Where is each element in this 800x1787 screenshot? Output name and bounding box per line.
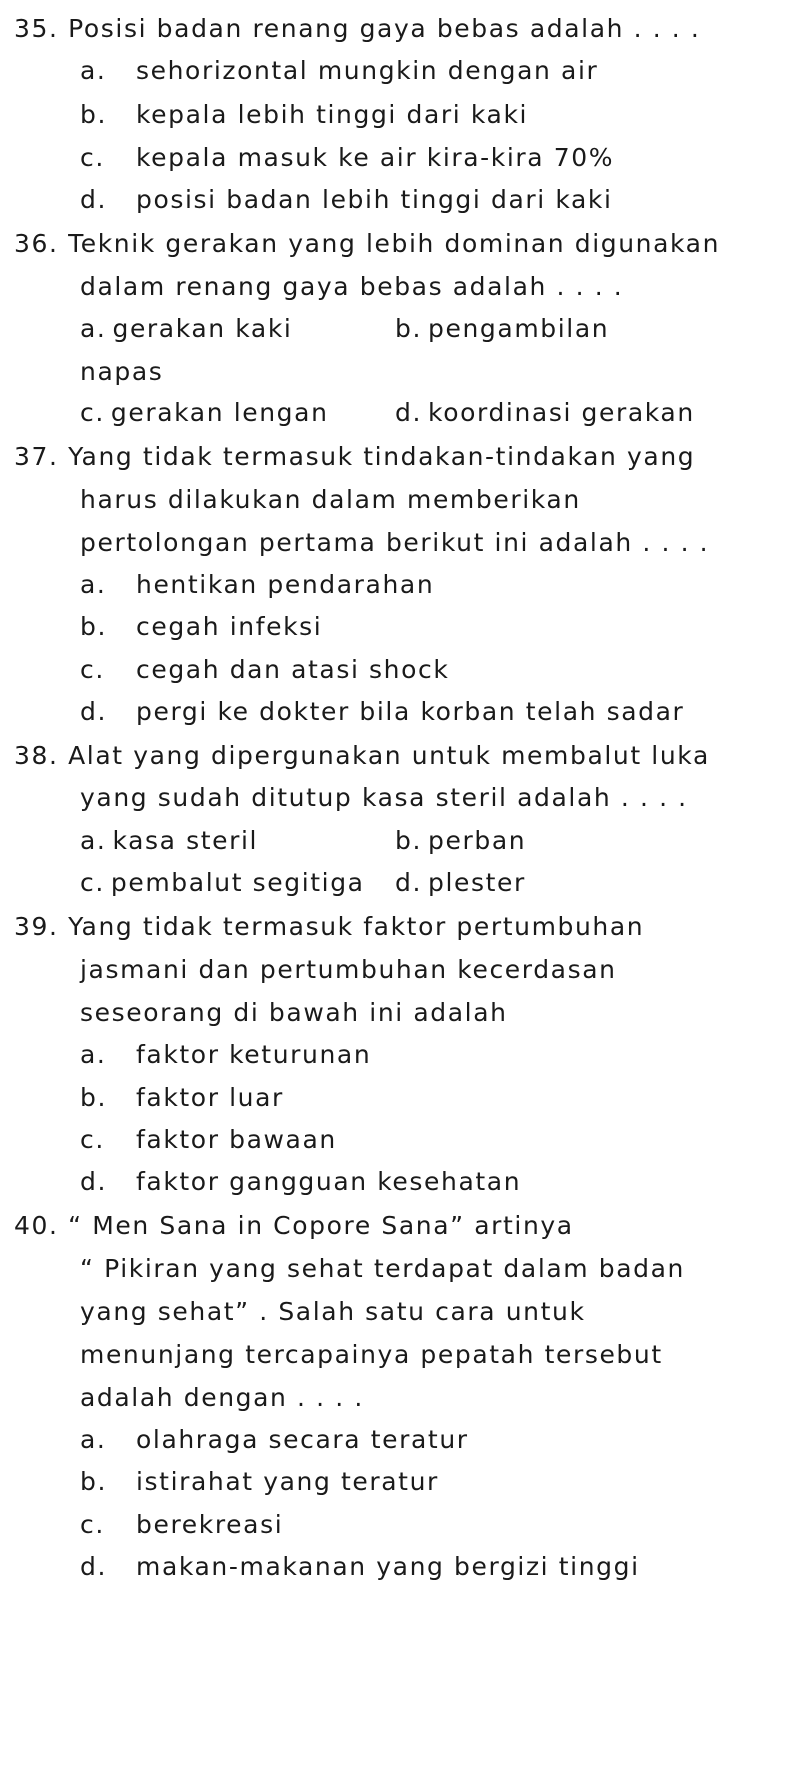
question-number: 40. (14, 1211, 59, 1240)
option-36-c[interactable] (80, 398, 329, 428)
question-39 (14, 912, 644, 942)
option-letter: c. (80, 143, 105, 172)
question-text: Alat yang dipergunakan untuk membalut luka (68, 741, 710, 770)
option-text: gerakan lengan (110, 398, 329, 427)
option-38-b[interactable] (395, 826, 526, 856)
option-text: kepala masuk ke air kira-kira 70% (136, 143, 615, 172)
option-letter: b. (395, 314, 423, 343)
option-text: cegah dan atasi shock (136, 655, 450, 684)
option-text: posisi badan lebih tinggi dari kaki (136, 185, 613, 214)
question-40 (14, 1211, 574, 1241)
option-letter: a. (80, 314, 107, 343)
question-text: “ Men Sana in Copore Sana” artinya (68, 1211, 574, 1240)
option-text: sehorizontal mungkin dengan air (136, 56, 599, 85)
option-text: berekreasi (136, 1510, 284, 1539)
question-number: 39. (14, 912, 59, 941)
option-text: pembalut segitiga (110, 868, 365, 897)
option-text: cegah infeksi (136, 612, 323, 641)
option-letter: d. (80, 185, 108, 214)
question-39-line-2: jasmani dan pertumbuhan kecerdasan (80, 955, 617, 984)
option-text: faktor gangguan kesehatan (136, 1167, 522, 1196)
question-40-line-4: menunjang tercapainya pepatah tersebut (80, 1340, 663, 1369)
option-letter: d. (80, 697, 108, 726)
option-letter: a. (80, 56, 107, 85)
option-39-d[interactable] (80, 1167, 521, 1197)
option-letter: b. (80, 1083, 108, 1112)
question-text: Teknik gerakan yang lebih dominan digunakan (68, 229, 721, 258)
question-text: Posisi badan renang gaya bebas adalah . . . . (68, 14, 701, 43)
option-text: faktor bawaan (136, 1125, 337, 1154)
option-letter: a. (80, 1040, 107, 1069)
option-40-a[interactable] (80, 1425, 469, 1455)
question-36-line-2: dalam renang gaya bebas adalah . . . . (80, 272, 624, 301)
option-text: plester (428, 868, 526, 897)
option-text: kepala lebih tinggi dari kaki (136, 100, 529, 129)
question-number: 38. (14, 741, 59, 770)
option-text: olahraga secara teratur (136, 1425, 469, 1454)
option-35-b[interactable] (80, 100, 528, 130)
option-letter: a. (80, 570, 107, 599)
option-text: faktor keturunan (136, 1040, 372, 1069)
option-37-c[interactable] (80, 655, 449, 685)
option-text: perban (428, 826, 527, 855)
question-38-line-2: yang sudah ditutup kasa steril adalah . . . . (80, 783, 688, 812)
option-39-a[interactable] (80, 1040, 371, 1070)
option-36-a[interactable] (80, 314, 292, 344)
option-38-a[interactable] (80, 826, 258, 856)
option-37-d[interactable] (80, 697, 684, 727)
question-35 (14, 14, 700, 44)
option-text: gerakan kaki (112, 314, 293, 343)
option-letter: d. (395, 398, 423, 427)
option-letter: c. (80, 655, 105, 684)
option-36-b[interactable] (395, 314, 609, 344)
option-text: koordinasi gerakan (428, 398, 695, 427)
option-35-d[interactable] (80, 185, 613, 215)
option-letter: c. (80, 1510, 105, 1539)
question-40-line-2: “ Pikiran yang sehat terdapat dalam badan (80, 1254, 686, 1283)
option-37-a[interactable] (80, 570, 434, 600)
question-37-line-2: harus dilakukan dalam memberikan (80, 485, 581, 514)
option-letter: d. (395, 868, 423, 897)
option-letter: b. (80, 100, 108, 129)
option-letter: c. (80, 1125, 105, 1154)
option-36-b-continuation: napas (80, 357, 164, 386)
option-letter: b. (395, 826, 423, 855)
option-letter: b. (80, 1467, 108, 1496)
option-38-d[interactable] (395, 868, 526, 898)
question-40-line-5: adalah dengan . . . . (80, 1383, 364, 1412)
option-36-d[interactable] (395, 398, 695, 428)
question-number: 37. (14, 442, 59, 471)
option-37-b[interactable] (80, 612, 322, 642)
option-letter: c. (80, 398, 105, 427)
option-text: pengambilan (428, 314, 610, 343)
option-text: faktor luar (136, 1083, 284, 1112)
option-letter: b. (80, 612, 108, 641)
option-letter: d. (80, 1167, 108, 1196)
option-letter: a. (80, 1425, 107, 1454)
option-text: pergi ke dokter bila korban telah sadar (136, 697, 685, 726)
option-40-b[interactable] (80, 1467, 439, 1497)
question-40-line-3: yang sehat” . Salah satu cara untuk (80, 1297, 586, 1326)
option-39-b[interactable] (80, 1083, 284, 1113)
option-39-c[interactable] (80, 1125, 337, 1155)
question-number: 35. (14, 14, 59, 43)
option-40-c[interactable] (80, 1510, 283, 1540)
question-36 (14, 229, 720, 259)
option-text: hentikan pendarahan (136, 570, 435, 599)
option-text: istirahat yang teratur (136, 1467, 439, 1496)
option-letter: a. (80, 826, 107, 855)
question-38 (14, 741, 710, 771)
option-35-a[interactable] (80, 56, 598, 86)
question-number: 36. (14, 229, 59, 258)
question-37 (14, 442, 695, 472)
question-39-line-3: seseorang di bawah ini adalah (80, 998, 508, 1027)
option-40-d[interactable] (80, 1552, 640, 1582)
question-text: Yang tidak termasuk faktor pertumbuhan (68, 912, 645, 941)
question-text: Yang tidak termasuk tindakan-tindakan yang (68, 442, 696, 471)
option-letter: d. (80, 1552, 108, 1581)
option-38-c[interactable] (80, 868, 365, 898)
option-text: kasa steril (112, 826, 259, 855)
option-letter: c. (80, 868, 105, 897)
question-37-line-3: pertolongan pertama berikut ini adalah . . . . (80, 528, 710, 557)
option-text: makan-makanan yang bergizi tinggi (136, 1552, 640, 1581)
option-35-c[interactable] (80, 143, 614, 173)
